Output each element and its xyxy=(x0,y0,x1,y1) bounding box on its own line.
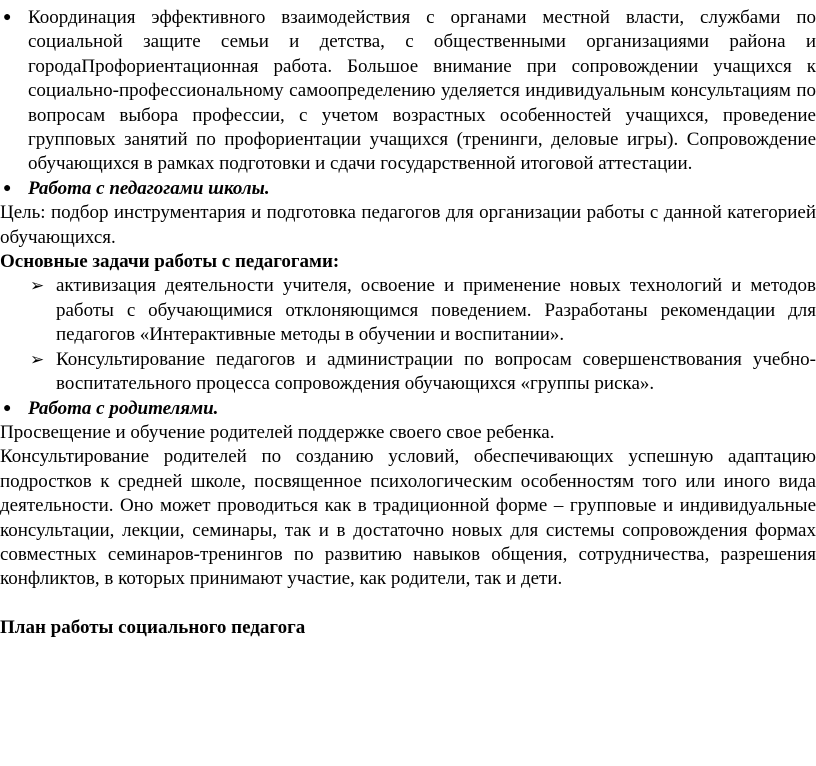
coordination-text: Координация эффективного взаимодействия с органами местной власти, службами по социальной защите семьи и детства, с общественными организациями района и городаПрофориентационная работа. Большое внимание при сопровождении учащихся к социально-профессиональному самоопределению уделяется индивидуальным консультациям по вопросам выбора профессии, с учетом возрастных особенностей учащихся, проведение групповых занятий по профориентации учащихся (тренинги, деловые игры). Сопровождение обучающихся в рамках подготовки и сдачи государственной итоговой аттестации. xyxy=(28,7,816,175)
task-item-activation xyxy=(0,274,816,347)
task-text: Консультирование педагогов и администрации по вопросам совершенствования учебно-воспитательного процесса сопровождения обучающихся «группы риска». xyxy=(56,348,816,395)
round-bullet-icon: ● xyxy=(3,180,12,196)
teachers-goal: Цель: подбор инструментария и подготовка педагогов для организации работы с данной категорией обучающихся. xyxy=(0,202,816,248)
tasks-heading: Основные задачи работы с педагогами: xyxy=(0,251,340,273)
bullet-item-coordination xyxy=(0,6,816,177)
teachers-heading: Работа с педагогами школы. xyxy=(28,177,270,199)
task-item-consulting xyxy=(0,348,816,397)
task-text: активизация деятельности учителя, освоение и применение новых технологий и методов работы с обучающимися отклоняющимся поведением. Разработаны рекомендации для педагогов «Интерактивные методы в обучении и воспитании». xyxy=(56,275,816,346)
round-bullet-icon: ● xyxy=(3,400,12,416)
plan-heading: План работы социального педагога xyxy=(0,616,306,638)
arrow-bullet-icon: ➢ xyxy=(30,276,45,296)
parents-heading: Работа с родителями. xyxy=(28,397,219,419)
bullet-item-parents xyxy=(0,397,816,421)
document-page xyxy=(0,6,816,766)
spacer xyxy=(0,592,816,616)
round-bullet-icon: ● xyxy=(3,10,12,25)
bullet-item-teachers xyxy=(0,177,816,201)
arrow-bullet-icon: ➢ xyxy=(30,349,45,369)
parents-paragraph-2: Консультирование родителей по созданию условий, обеспечивающих успешную адаптацию подростков к средней школе, посвященное психологическим особенностям того или иного вида деятельности. Оно может проводиться как в традиционной форме – групповые и индивидуальные консультации, лекции, семинары, так и в достаточно новых для системы сопровождения формах совместных семинаров-тренингов по развитию навыков общения, сотрудничества, разрешения конфликтов, в которых принимают участие, как родители, так и дети. xyxy=(0,446,816,590)
parents-paragraph-1: Просвещение и обучение родителей поддержке своего свое ребенка. xyxy=(0,421,555,443)
